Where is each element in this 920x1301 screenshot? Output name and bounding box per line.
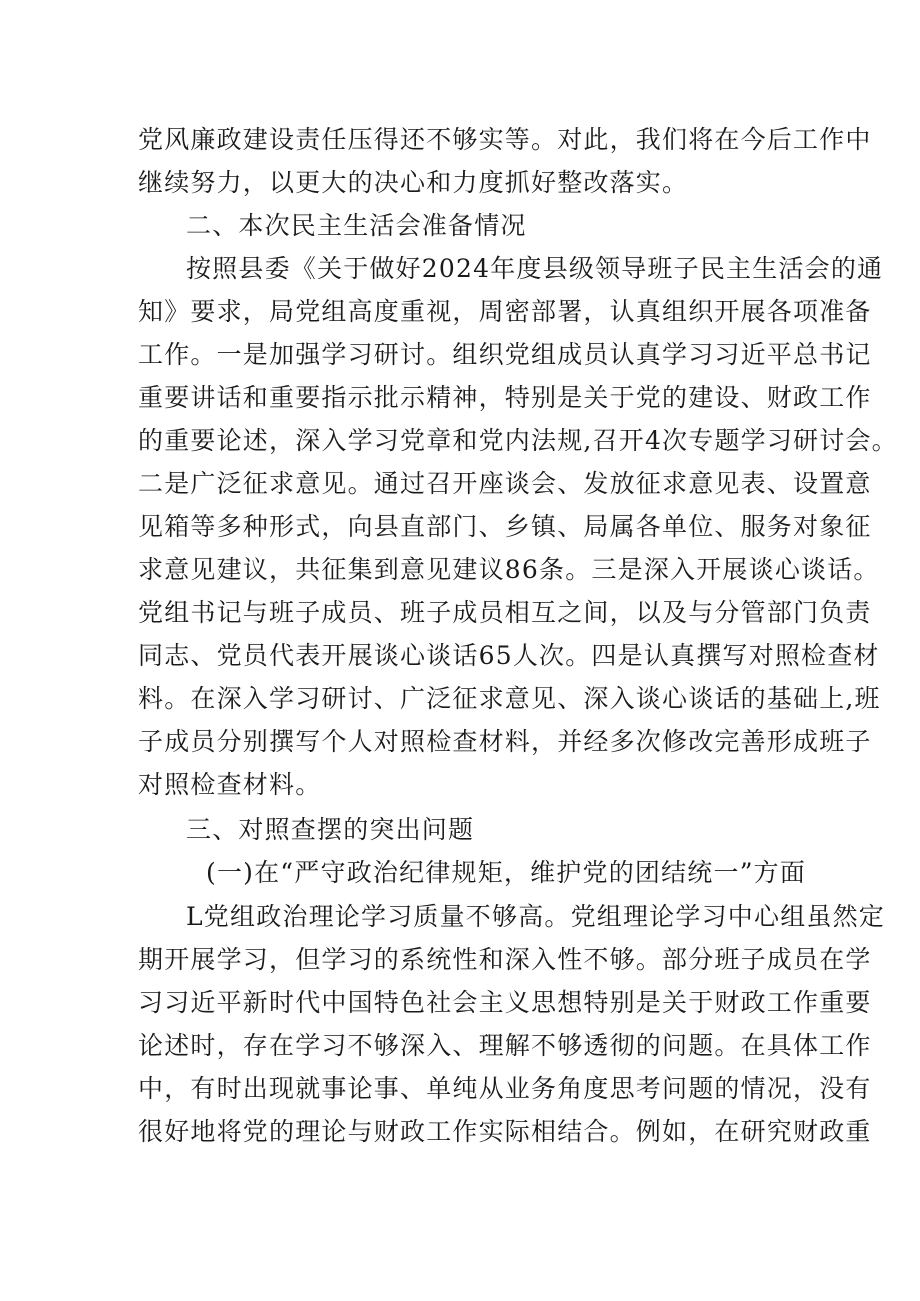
section-heading: 三、对照查摆的突出问题 [186,815,475,844]
text-line: 论述时，存在学习不够深入、理解不够透彻的问题。在具体工作 [138,1031,872,1060]
text-line: 见箱等多种形式，向县直部门、乡镇、局属各单位、服务对象征 [138,512,872,541]
section-heading: 二、本次民主生活会准备情况 [186,211,527,240]
text-line: 很好地将党的理论与财政工作实际相结合。例如，在研究财政重 [138,1117,872,1146]
text-line: 的重要论述，深入学习党章和党内法规,召开4次专题学习研讨会。 [138,426,898,455]
text-line: 料。在深入学习研讨、广泛征求意见、深入谈心谈话的基础上,班 [138,684,881,713]
text-line: 对照检查材料。 [138,770,322,799]
text-line: 党组书记与班子成员、班子成员相互之间，以及与分管部门负责 [138,598,872,627]
text-line: 子成员分别撰写个人对照检查材料，并经多次修改完善形成班子 [138,727,872,756]
text-line: 习习近平新时代中国特色社会主义思想特别是关于财政工作重要 [138,988,872,1017]
text-line: 同志、党员代表开展谈心谈话65人次。四是认真撰写对照检查材 [138,641,880,670]
text-line: 二是广泛征求意见。通过召开座谈会、发放征求意见表、设置意 [138,469,872,498]
subsection-heading: (一)在“严守政治纪律规矩，维护党的团结统一”方面 [206,858,807,887]
text-line: 中，有时出现就事论事、单纯从业务角度思考问题的情况，没有 [138,1074,872,1103]
text-line: 继续努力，以更大的决心和力度抓好整改落实。 [138,168,689,197]
text-line: 党风廉政建设责任压得还不够实等。对此，我们将在今后工作中 [138,125,872,154]
text-line: 知》要求，局党组高度重视，周密部署，认真组织开展各项准备 [138,297,872,326]
text-line: 按照县委《关于做好2024年度县级领导班子民主生活会的通 [186,254,884,283]
text-line: 工作。一是加强学习研讨。组织党组成员认真学习习近平总书记 [138,340,872,369]
text-line: 重要讲话和重要指示批示精神，特别是关于党的建设、财政工作 [138,383,872,412]
text-line: L党组政治理论学习质量不够高。党组理论学习中心组虽然定 [186,902,886,931]
text-line: 期开展学习，但学习的系统性和深入性不够。部分班子成员在学 [138,945,872,974]
text-line: 求意见建议，共征集到意见建议86条。三是深入开展谈心谈话。 [138,555,880,584]
